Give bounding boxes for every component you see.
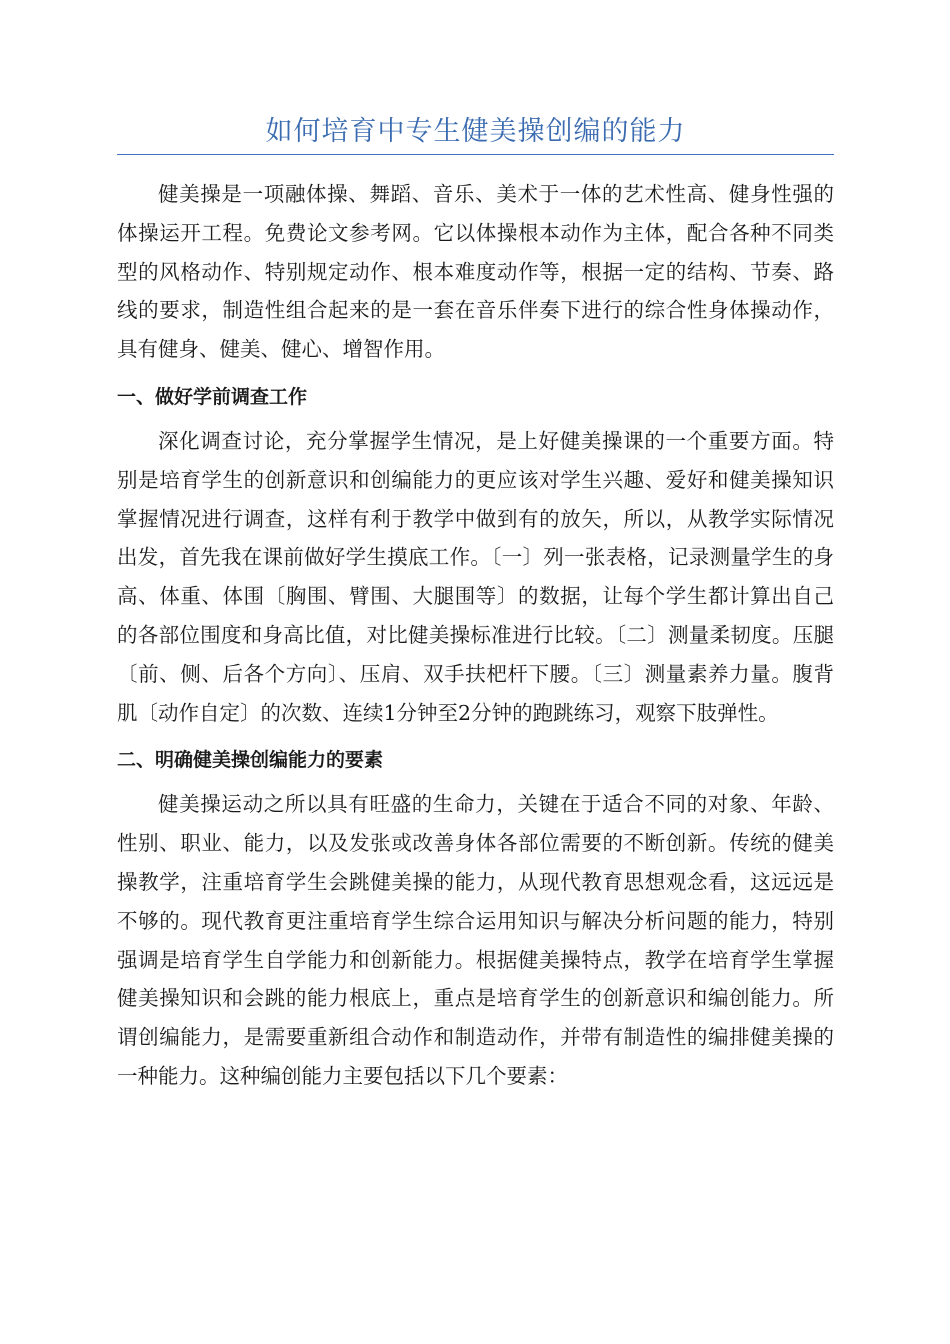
section-heading-2: 二、明确健美操创编能力的要素 <box>117 749 384 772</box>
title-underline <box>117 154 834 155</box>
intro-paragraph: 健美操是一项融体操、舞蹈、音乐、美术于一体的艺术性高、健身性强的体操运开工程。免费论文参考网。它以体操根本动作为主体，配合各种不同类型的风格动作、特别规定动作、根本难度动作等，根据一定的结构、节奏、路线的要求，制造性组合起来的是一套在音乐伴奏下进行的综合性身体操动作，具有健身、健美、健心、增智作用。 <box>117 182 834 362</box>
section-heading-1: 一、做好学前调查工作 <box>117 385 308 408</box>
document-title: 如何培育中专生健美操创编的能力 <box>265 116 686 147</box>
document-page <box>117 110 834 1096</box>
section-2-paragraph: 健美操运动之所以具有旺盛的生命力，关键在于适合不同的对象、年龄、性别、职业、能力，以及发张或改善身体各部位需要的不断创新。传统的健美操教学，注重培育学生会跳健美操的能力，从现代教育思想观念看，这远远是不够的。现代教育更注重培育学生综合运用知识与解决分析问题的能力，特别强调是培育学生自学能力和创新能力。根据健美操特点，教学在培育学生掌握健美操知识和会跳的能力根底上，重点是培育学生的创新意识和编创能力。所谓创编能力，是需要重新组合动作和制造动作，并带有制造性的编排健美操的一种能力。这种编创能力主要包括以下几个要素： <box>117 792 834 1088</box>
section-1-paragraph: 深化调查讨论，充分掌握学生情况，是上好健美操课的一个重要方面。特别是培育学生的创新意识和创编能力的更应该对学生兴趣、爱好和健美操知识掌握情况进行调查，这样有利于教学中做到有的放矢，所以，从教学实际情况出发，首先我在课前做好学生摸底工作。〔一〕列一张表格，记录测量学生的身高、体重、体围〔胸围、臂围、大腿围等〕的数据，让每个学生都计算出自己的各部位围度和身高比值，对比健美操标准进行比较。〔二〕测量柔韧度。压腿〔前、侧、后各个方向〕、压肩、双手扶杷杆下腰。〔三〕测量素养力量。腹背肌〔动作自定〕的次数、连续1分钟至2分钟的跑跳练习，观察下肢弹性。 <box>117 428 834 725</box>
